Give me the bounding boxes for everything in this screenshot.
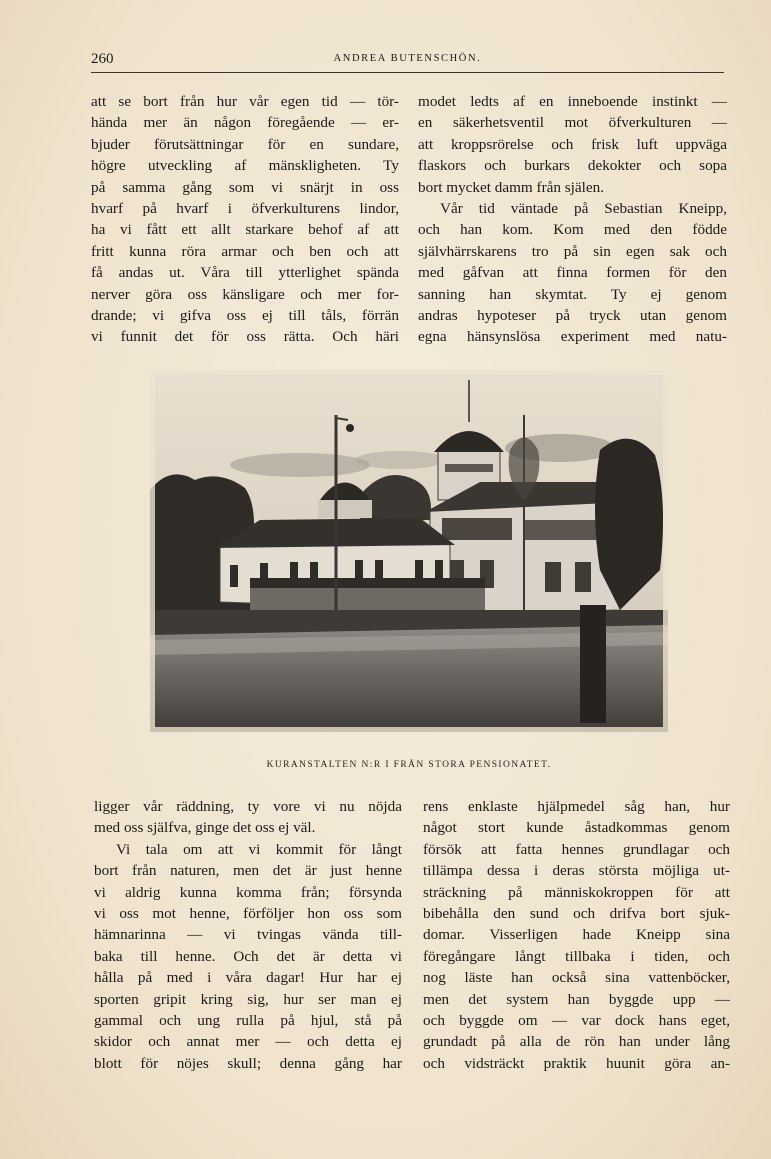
text-line: tillämpa dessa i deras största möjliga ut-: [423, 862, 730, 880]
building-photograph: [150, 370, 668, 732]
text-line: hvarf på hvarf i öfverkulturens lindor,: [91, 199, 399, 217]
text-line: domar. Visserligen hade Kneipp sina: [423, 926, 730, 944]
text-line: bort mycket damm från själen.: [418, 178, 604, 196]
text-line: att se bort från hur vår egen tid — tör-: [91, 93, 399, 110]
text-line: fritt kunna röra armar och ben och att: [91, 242, 399, 260]
text-line: sanning han skymtat. Ty ej genom: [418, 285, 727, 303]
text-line: rens enklaste hjälpmedel såg han, hur: [423, 798, 730, 815]
text-line: bjuder förutsättningar för en sundare,: [91, 135, 399, 153]
text-line: andras hypoteser på tryck utan genom: [418, 306, 727, 324]
text-line: med gåfvan att finna formen för den: [418, 264, 727, 282]
text-line: blott för nöjes skull; denna gång har: [94, 1054, 402, 1072]
text-line: baka till henne. Och det är detta vi: [94, 947, 402, 965]
text-line: vi aldrig kunna komma från; försynda: [94, 883, 402, 901]
text-line: vi oss mot henne, förföljer hon oss som: [94, 904, 402, 922]
text-line: grundadt på alla de rön han under lång: [423, 1033, 730, 1051]
photo-caption: KURANSTALTEN N:R I FRÅN STORA PENSIONATET.: [266, 760, 552, 770]
text-line: Vår tid väntade på Sebastian Kneipp,: [440, 199, 727, 217]
page-header: [91, 48, 724, 72]
text-column-top-left: [91, 91, 399, 348]
text-line: och byggde om — var dock hans eget,: [423, 1011, 730, 1029]
text-line: ha vi fått ett allt starkare behof af att: [91, 221, 399, 239]
page-number: 260: [91, 51, 114, 67]
text-line: på samma gång som vi snärjt in oss: [91, 178, 399, 196]
text-line: och han kom. Kom med den födde: [418, 221, 727, 239]
text-line: högre utveckling af mänskligheten. Ty: [91, 157, 399, 175]
text-line: försök att fatta hennes grundlagar och: [423, 840, 730, 858]
text-line: egna hänsynslösa experiment med natu-: [418, 328, 727, 346]
text-line: Vi tala om att vi kommit för långt: [116, 840, 402, 858]
text-line: självhärrskarens tro på sin egen sak och: [418, 242, 727, 260]
text-line: med oss själfva, ginge det oss ej väl.: [94, 819, 316, 837]
text-line: nog läste han också sina vattenböcker,: [423, 969, 730, 987]
text-line: gammal och ung rulla på hjul, stå på: [94, 1011, 402, 1029]
header-rule: [91, 72, 724, 73]
text-line: nerver göra oss känsligare och mer for-: [91, 285, 399, 303]
running-head: ANDREA BUTENSCHÖN.: [333, 53, 482, 64]
text-line: och vidsträckt praktik huunit göra an-: [423, 1054, 730, 1072]
text-column-top-right: [418, 91, 727, 348]
text-column-bottom-left: [94, 796, 402, 1074]
text-line: bibehålla den sund och drifva bort sjuk-: [423, 904, 730, 922]
text-line: hämnarinna — vi tvingas vända till-: [94, 926, 402, 944]
text-line: en säkerhetsventil mot öfverkulturen —: [418, 114, 727, 132]
text-line: vi funnit det för oss rätta. Och häri: [91, 328, 399, 346]
text-line: att kroppsrörelse och frisk luft uppväga: [418, 135, 727, 153]
text-line: hända mer än någon föregående — er-: [91, 114, 399, 132]
text-line: drande; vi gifva oss ej till tåls, förrän: [91, 306, 399, 324]
text-line: modet ledts af en inneboende instinkt —: [418, 93, 727, 110]
text-line: sporten gripit kring sig, hur ser man ej: [94, 990, 402, 1008]
text-column-bottom-right: [423, 796, 730, 1074]
text-line: men det system han byggde upp —: [423, 990, 730, 1008]
text-line: föregångare långt tillbaka i tiden, och: [423, 947, 730, 965]
text-line: något stort kunde åstadkommas genom: [423, 819, 730, 837]
text-line: skidor och annat mer — och detta ej: [94, 1033, 402, 1051]
text-line: sträckning på människokroppen för att: [423, 883, 730, 901]
text-line: flaskors och burkars dekokter och sopa: [418, 157, 727, 175]
text-line: ligger vår räddning, ty vore vi nu nöjda: [94, 798, 402, 815]
text-line: få andas ut. Våra till ytterlighet spända: [91, 264, 399, 282]
text-line: bort från naturen, men det är just henne: [94, 862, 402, 880]
text-line: hålla på med i våra dagar! Hur har ej: [94, 969, 402, 987]
